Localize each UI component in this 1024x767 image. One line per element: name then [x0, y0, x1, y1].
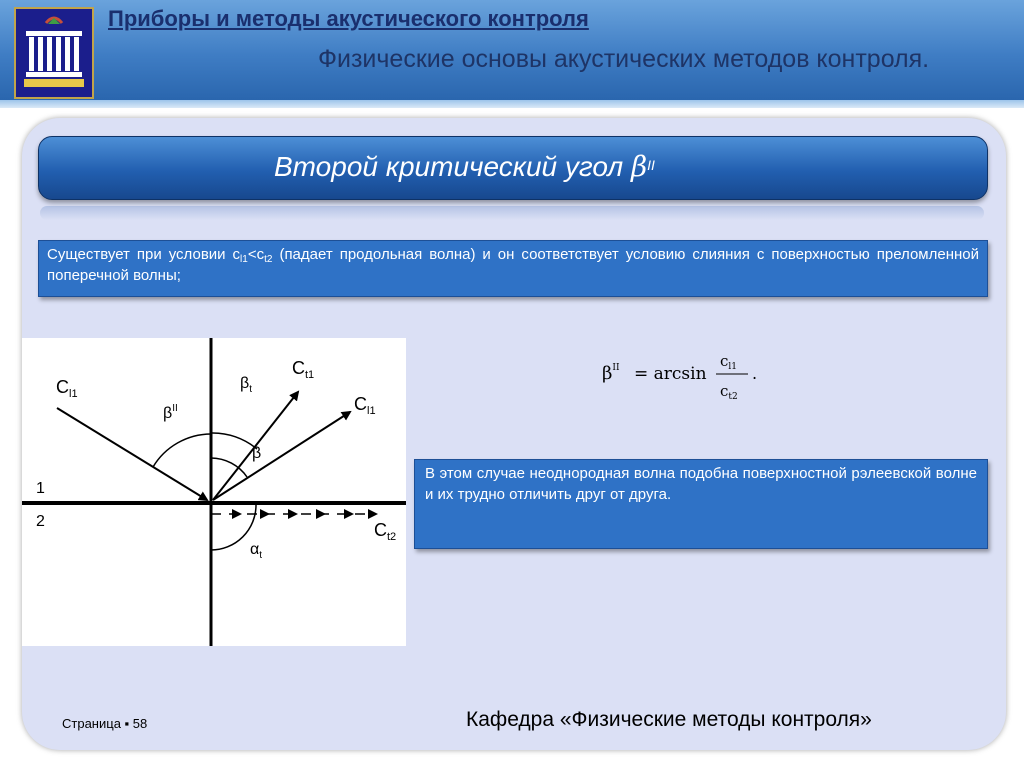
wave-diagram [22, 338, 406, 646]
surface-arrow [316, 509, 326, 519]
header-strip [0, 100, 1024, 108]
slide-title-text: Второй критический угол [274, 151, 624, 182]
medium-1-label: 1 [36, 480, 45, 497]
course-title: Приборы и методы акустического контроля [108, 6, 589, 31]
surface-arrow [260, 509, 270, 519]
condition-text-3: (падает продольная волна) и он соответствует условию слияния с поверхностью преломленной поперечной волны; [47, 246, 979, 284]
longitudinal-wave-label: $C_{l1}$ [354, 394, 376, 417]
formula-dot: . [752, 364, 758, 383]
department-name: Кафедра «Физические методы контроля» [466, 708, 872, 731]
section-subtitle: Физические основы акустических методов контроля. [318, 45, 930, 73]
surface-arrow [232, 509, 242, 519]
medium-2-label: 2 [36, 513, 45, 530]
transverse-angle-label: $\beta_t$ [240, 375, 252, 395]
critical-angle-formula [600, 340, 770, 410]
incident-wave-label: $C_{l1}$ [56, 377, 78, 400]
alpha-angle-label: $\alpha_t$ [250, 541, 263, 561]
formula-numerator: $c_{l1}$ [720, 352, 738, 372]
slide-title [274, 150, 655, 183]
condition-box [38, 240, 988, 297]
angle-arc-longitudinal [211, 458, 247, 477]
surface-arrow [368, 509, 378, 519]
university-logo [14, 7, 94, 99]
formula-denominator: $c_{t2}$ [720, 382, 738, 402]
surface-arrow [344, 509, 354, 519]
surface-arrow [288, 509, 298, 519]
condition-text-2: <с [247, 246, 265, 263]
note-text: В этом случае неоднородная волна подобна поверхностной рэлеевской волне и их трудно отличить друг от друга. [425, 465, 977, 503]
formula-lhs: $\beta^{II}$ [602, 363, 620, 384]
slide-title-symbol: β [630, 150, 648, 183]
note-box [414, 459, 988, 549]
transverse-wave-label: $C_{t1}$ [292, 358, 315, 381]
slide-title-superscript: II [647, 157, 655, 173]
surface-wave-label: $C_{t2}$ [374, 520, 397, 543]
incident-ray [57, 408, 207, 500]
condition-text-1: Существует при условии с [47, 246, 241, 263]
condition-sub-l1: l1 [240, 254, 248, 265]
longitudinal-angle-label: β [252, 445, 262, 462]
longitudinal-ray [213, 412, 350, 500]
angle-arc-transverse [211, 433, 257, 449]
formula-eq: = arcsin [634, 364, 707, 384]
angle-arc-incident [153, 434, 211, 467]
title-bar-reflection [40, 206, 984, 220]
incident-angle-label: $\beta^{II}$ [163, 403, 178, 422]
page-number: Страница ▪ 58 [62, 716, 148, 731]
condition-sub-t2: t2 [264, 254, 273, 265]
